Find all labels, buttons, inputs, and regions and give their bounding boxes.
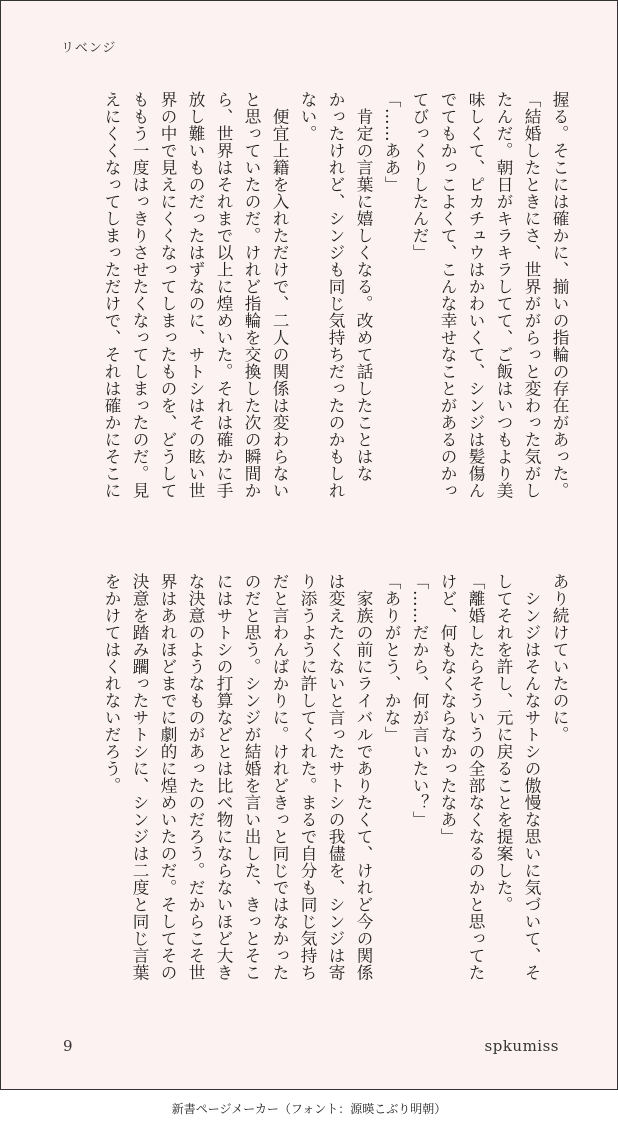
page-number: 9 (63, 1037, 73, 1055)
body-text-upper-column: 握る。そこには確かに、揃いの指輪の存在があった。 「結婚したときにさ、世界ががらっと変わった気がし たんだ。朝日がキラキラしてて、ご飯はいつもより美 味しくて、ピカチュウはかわいくて、シンジは髪傷ん でてもかっこよくて、こんな幸せなことがあるのかっ てびっくりしたんだ」 「……ああ」 肯定の言葉に嬉しくなる。改めて話したことはな かったけれど、シンジも同じ気持ちだったのかもしれ ない。 便宜上籍を入れただけで、二人の関係は変わらない と思っていたのだ。けれど指輪を交換した次の瞬間か ら、世界はそれまで以上に煌めいた。それは確かに手 放し難いものだったはずなのに、サトシはその眩い世 界の中で見えにくくなってしまったものを、どうして ももう一度はっきりさせたくなってしまったのだ。見 えにくくなってしまっただけで、それは確かにそこに (102, 91, 569, 499)
generator-credit: 新書ページメーカー（フォント：源暎こぶり明朝） (171, 1102, 447, 1116)
running-header-title: リベンジ (61, 41, 117, 56)
body-text-lower-column: あり続けていたのに。 シンジはそんなサトシの傲慢な思いに気づいて、そ してそれを許し、元に戻ることを提案した。 「離婚したらそういうの全部なくなるのかと思ってた けど、何もなくならなかったなあ」 「……だから、何が言いたい？」 「ありがとう、かな」 家族の前にライバルでありたくて、けれど今の関係 は変えたくないと言ったサトシの我儘を、シンジは寄 り添うように許してくれた。まるで自分も同じ気持ち だと言わんばかりに。けれどきっと同じではなかった のだと思う。シンジが結婚を言い出した、きっとそこ にはサトシの打算などとは比べ物にならないほど大き な決意のようなものがあったのだろう。だからこそ世 界はあれほどまでに劇的に煌めいたのだ。そしてその 決意を踏み躙ったサトシに、シンジは二度と同じ言葉 をかけてはくれないだろう。 (102, 573, 569, 981)
author-name: spkumiss (484, 1037, 559, 1055)
